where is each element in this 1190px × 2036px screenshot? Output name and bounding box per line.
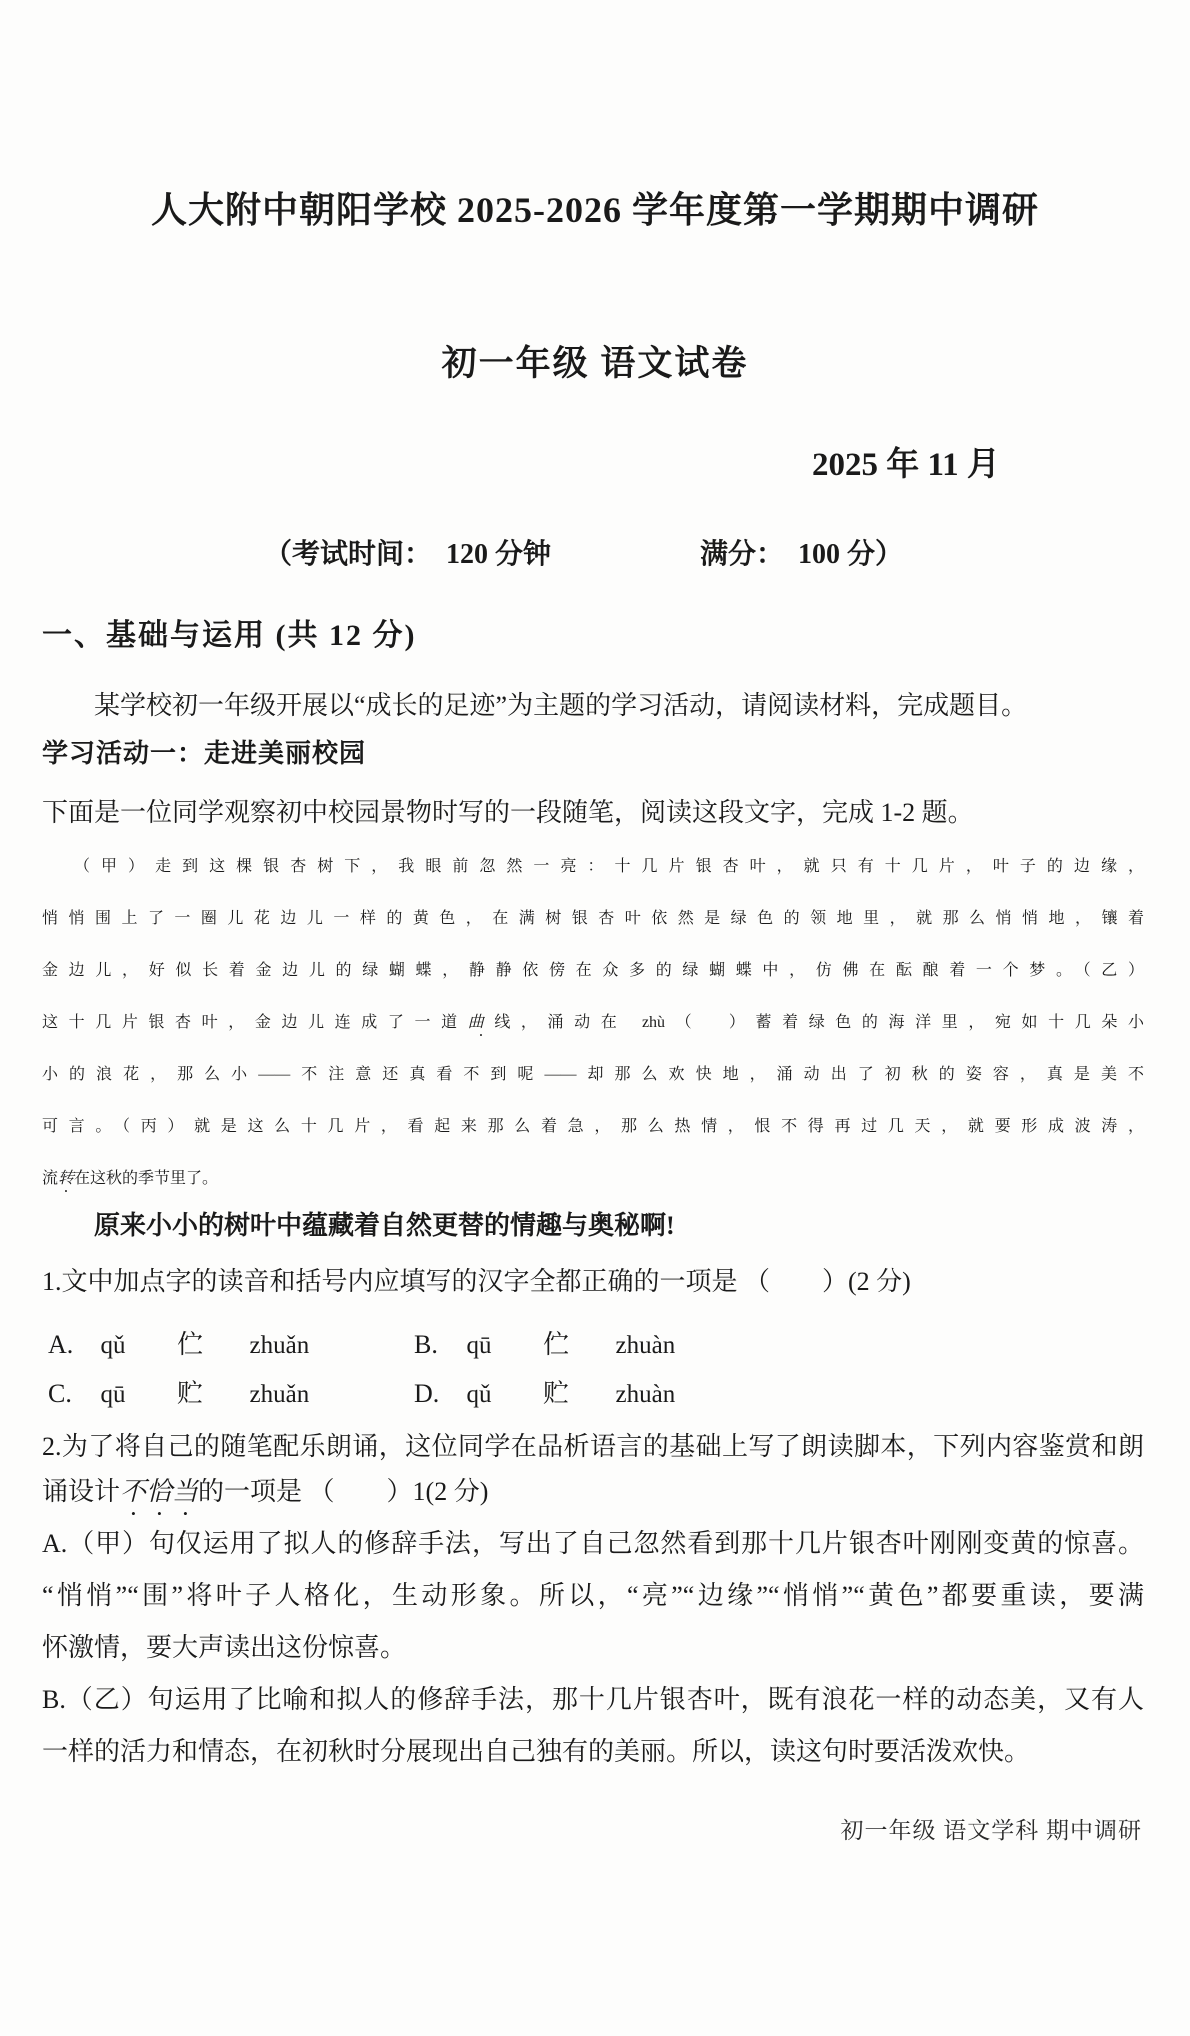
passage-line: 这十几片银杏叶，金边儿连成了一道曲线，涌动在 zhù（ ）蓄着绿色的海洋里，宛如十几朵小 <box>42 1014 1144 1031</box>
question2-stem-line: 诵设计不恰当的一项是 （ ）1(2 分) <box>42 1477 489 1506</box>
passage-line: 流转在这秋的季节里了。 <box>42 1170 219 1187</box>
option-pinyin-1: qǔ <box>100 1332 126 1359</box>
option-hanzi: 贮 <box>543 1379 570 1408</box>
passage-line: 金边儿，好似长着金边儿的绿蝴蝶，静静依傍在众多的绿蝴蝶中，仿佛在酝酿着一个梦。（乙） <box>42 962 1144 979</box>
passage-line: 悄悄围上了一圈儿花边儿一样的黄色，在满树银杏叶依然是绿色的领地里，就那么悄悄地，镶着 <box>42 910 1144 927</box>
question1-stem: 1.文中加点字的读音和括号内应填写的汉字全都正确的一项是 （ ）(2 分) <box>42 1267 911 1296</box>
option-hanzi: 贮 <box>177 1379 204 1408</box>
option-pinyin-1: qū <box>100 1381 126 1408</box>
option-letter: B. <box>414 1330 438 1359</box>
option-letter: A. <box>48 1330 74 1359</box>
option-hanzi: 伫 <box>177 1330 204 1359</box>
option-hanzi: 伫 <box>543 1330 570 1359</box>
activity1-intro: 下面是一位同学观察初中校园景物时写的一段随笔，阅读这段文字，完成 1-2 题。 <box>42 798 974 827</box>
option-pinyin-2: zhuàn <box>615 1332 676 1359</box>
passage-line: 小的浪花，那么小——不注意还真看不到呢——却那么欢快地，涌动出了初秋的姿容，真是美不 <box>42 1066 1144 1083</box>
option-pinyin-1: qū <box>466 1332 492 1359</box>
passage-line: 可言。（丙）就是这么十几片，看起来那么着急，那么热情，恨不得再过几天，就要形成波涛， <box>42 1118 1144 1135</box>
section1-intro: 某学校初一年级开展以“成长的足迹”为主题的学习活动，请阅读材料，完成题目。 <box>94 691 1028 720</box>
question2-stem-line: 2.为了将自己的随笔配乐朗诵，这位同学在品析语言的基础上写了朗读脚本，下列内容鉴赏和朗 <box>42 1432 1144 1461</box>
exam-subtitle: 初一年级 语文试卷 <box>441 344 749 383</box>
closing-line: 原来小小的树叶中蕴藏着自然更替的情趣与奥秘啊! <box>94 1211 675 1240</box>
question2-option-b-line: 一样的活力和情态，在初秋时分展现出自己独有的美丽。所以，读这句时要活泼欢快。 <box>42 1737 1031 1766</box>
question1-options <box>48 1320 1148 1418</box>
option-pinyin-2: zhuàn <box>615 1381 676 1408</box>
option-item <box>414 1369 1148 1418</box>
question2-option-a-line: A.（甲）句仅运用了拟人的修辞手法，写出了自己忽然看到那十几片银杏叶刚刚变黄的惊喜。 <box>42 1529 1144 1558</box>
exam-duration: （考试时间： 120 分钟 <box>264 539 552 570</box>
section1-heading: 一、基础与运用 (共 12 分) <box>42 619 417 652</box>
page-title: 人大附中朝阳学校 2025-2026 学年度第一学期期中调研 <box>151 190 1039 230</box>
option-pinyin-2: zhuǎn <box>249 1332 310 1359</box>
question2-option-a-line: “悄悄”“围”将叶子人格化，生动形象。所以，“亮”“边缘”“悄悄”“黄色”都要重读，要满 <box>42 1581 1144 1610</box>
question2-option-b <box>42 1674 1144 1778</box>
reading-passage <box>42 841 1144 1205</box>
option-pinyin-2: zhuǎn <box>249 1381 310 1408</box>
question2-stem <box>42 1424 1144 1514</box>
option-pinyin-1: qǔ <box>466 1381 492 1408</box>
option-item <box>48 1369 414 1418</box>
question2-option-a-line: 怀激情，要大声读出这份惊喜。 <box>42 1633 407 1662</box>
option-item <box>414 1320 1148 1369</box>
question2-option-a <box>42 1518 1144 1674</box>
exam-full-score: 满分： 100 分） <box>700 539 904 570</box>
exam-date: 2025 年 11 月 <box>812 447 1000 483</box>
page-footer: 初一年级 语文学科 期中调研 <box>840 1818 1142 1843</box>
option-item <box>48 1320 414 1369</box>
question2-option-b-line: B.（乙）句运用了比喻和拟人的修辞手法，那十几片银杏叶，既有浪花一样的动态美，又有人 <box>42 1685 1144 1714</box>
activity1-heading: 学习活动一：走进美丽校园 <box>42 739 367 768</box>
option-letter: C. <box>48 1379 72 1408</box>
passage-line: （甲）走到这棵银杏树下，我眼前忽然一亮：十几片银杏叶，就只有十几片，叶子的边缘， <box>74 858 1144 875</box>
option-letter: D. <box>414 1379 440 1408</box>
